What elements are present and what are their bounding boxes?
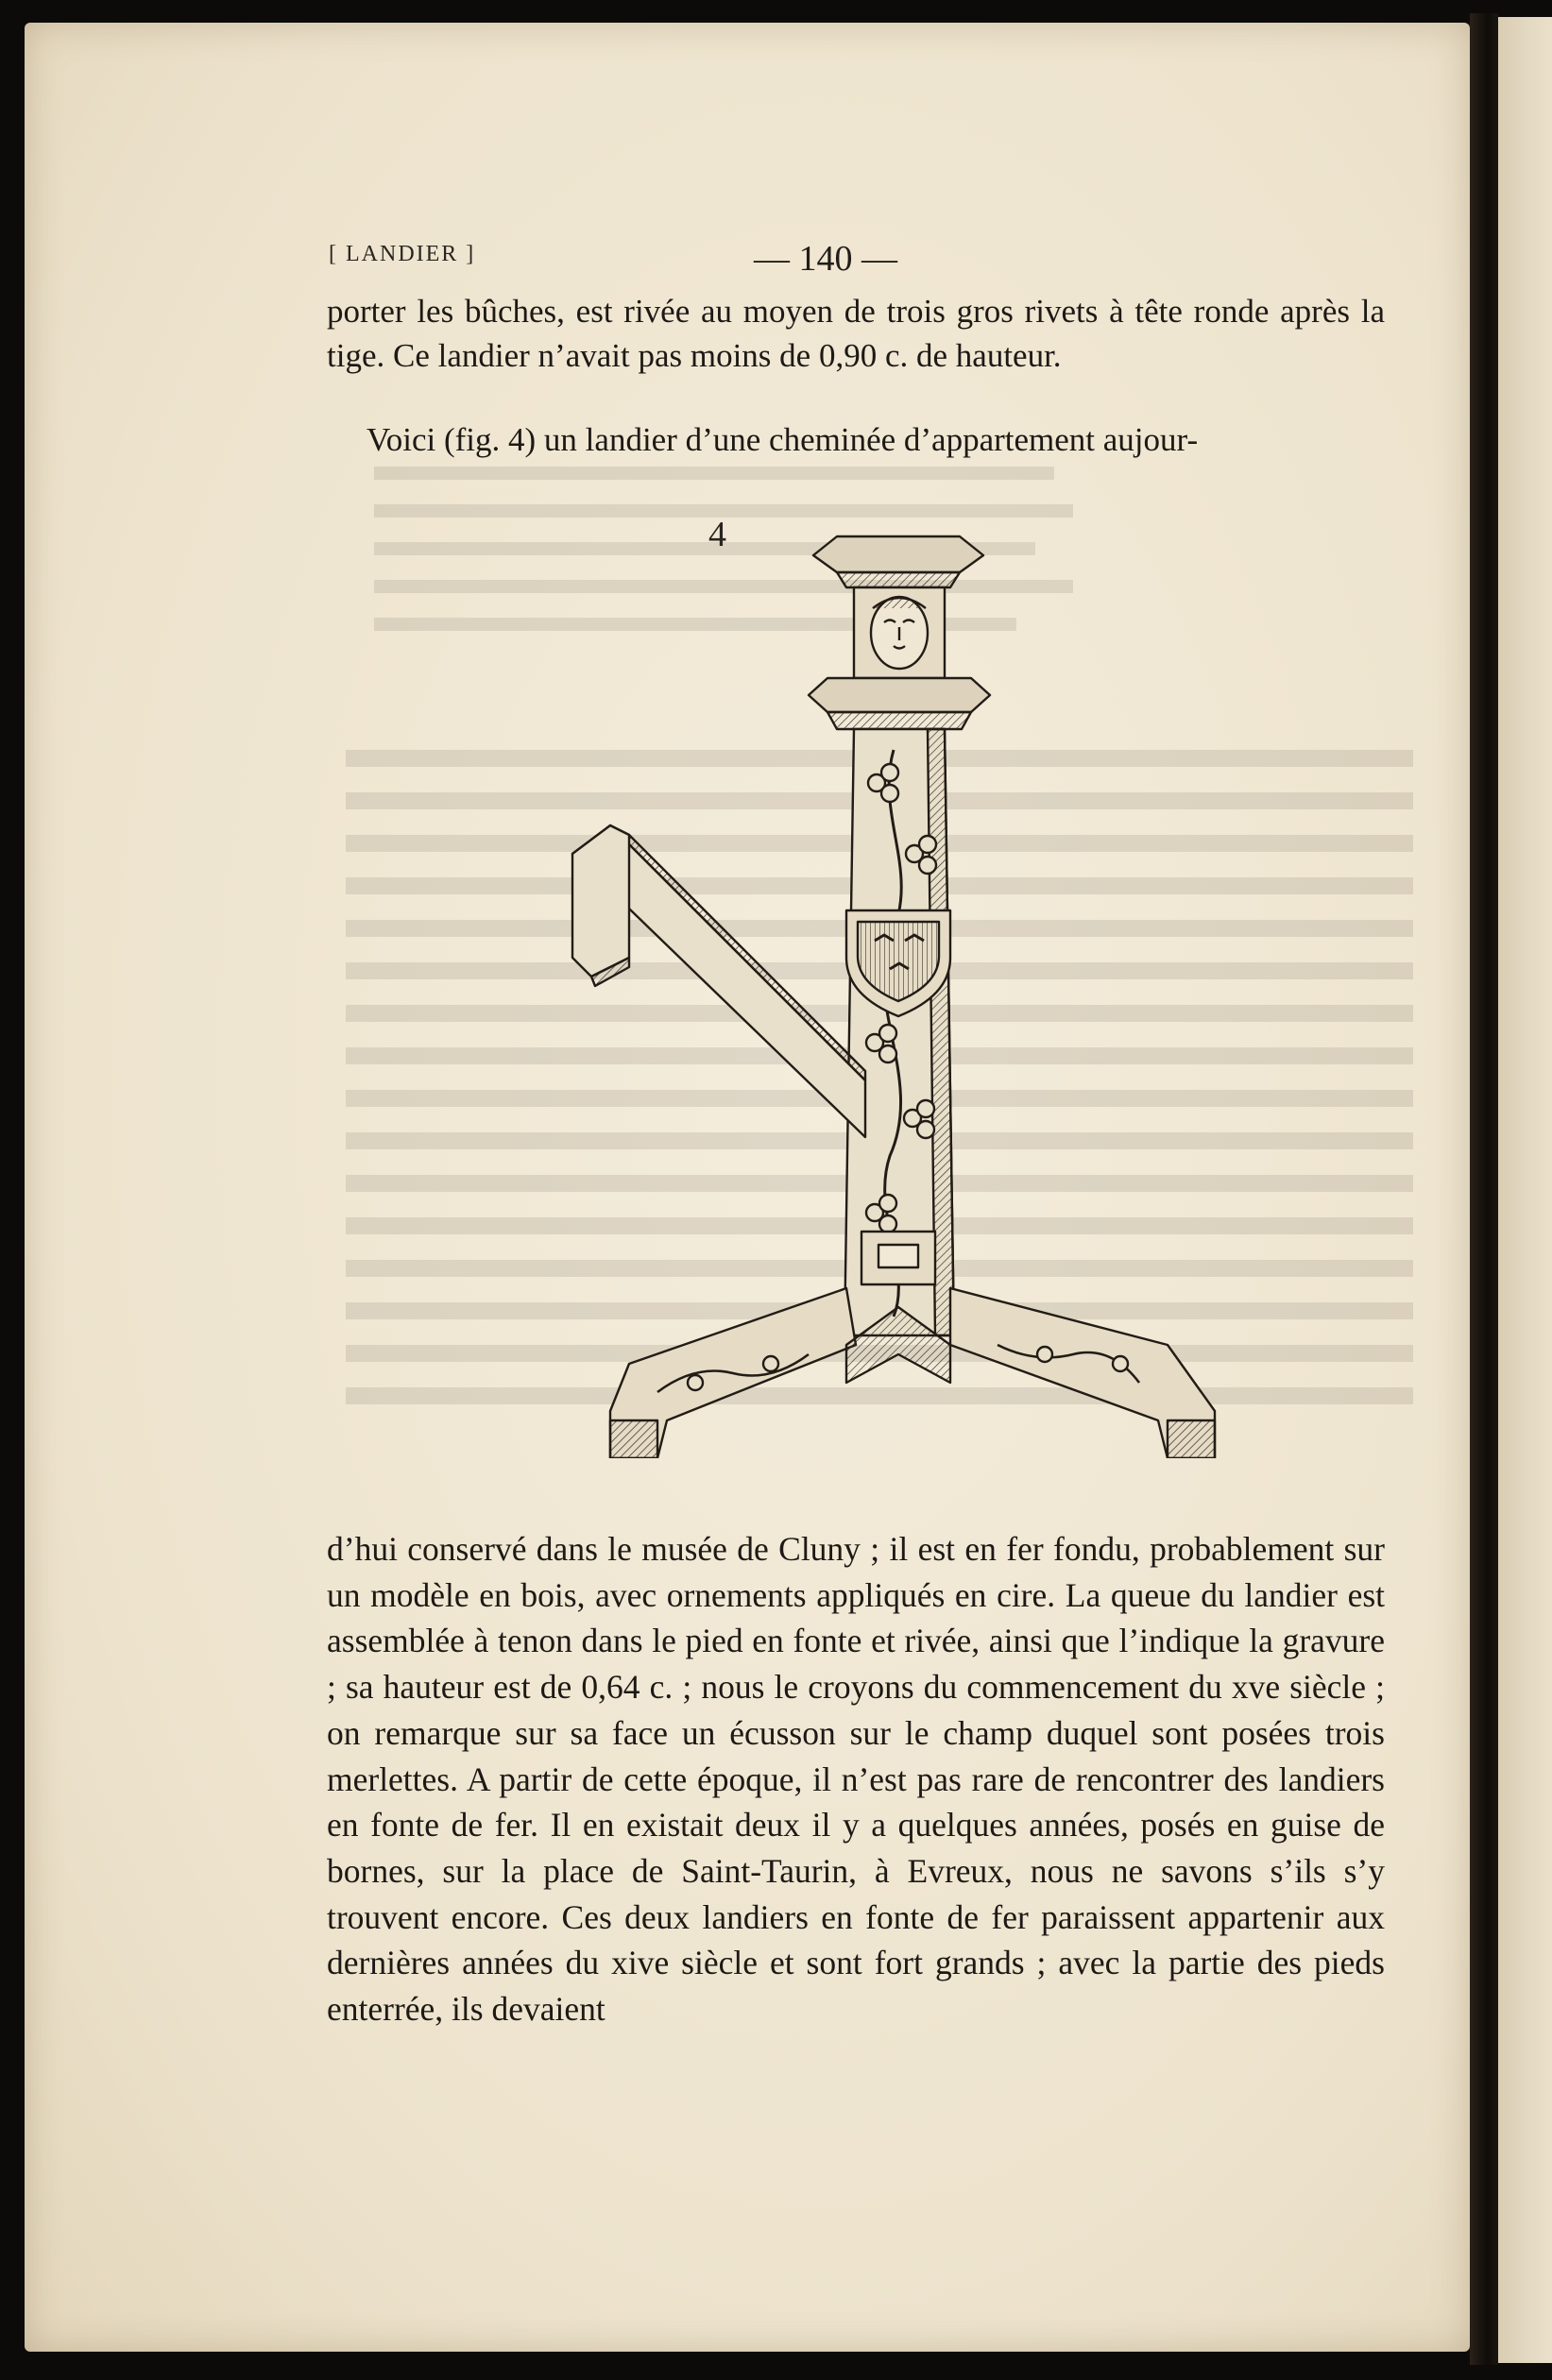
running-head: [ LANDIER ]	[329, 242, 476, 266]
facing-page-edge	[1498, 17, 1552, 2363]
andiron-engraving	[554, 514, 1253, 1458]
book-gutter	[1470, 13, 1498, 2365]
paragraph-2: Voici (fig. 4) un landier d’une cheminée d’appartement aujour-	[367, 421, 1199, 458]
figure-number: 4	[708, 515, 726, 554]
paragraph-1: porter les bûches, est rivée au moyen de trois gros rivets à tête ronde après la tige. Ce landier n’avait pas moins de 0,90 c. de hauteur.	[327, 293, 1385, 374]
paragraph-3: d’hui conservé dans le musée de Cluny ; il est en fer fondu, probablement sur un modèle en bois, avec ornements appliqués en cire. La queue du landier est assemblée à tenon dans le pied en fonte et rivée, ainsi que l’indique la gravure ; sa hauteur est de 0,64 c. ; nous le croyons du commencement du xve siècle ; on remarque sur sa face un écusson sur le champ duquel sont posées trois merlettes. A partir de cette époque, il n’est pas rare de rencontrer des landiers en fonte de fer. Il en existait deux il y a quelques années, posés en guise de bornes, sur la place de Saint-Taurin, à Evreux, nous ne savons s’ils s’y trouvent encore. Ces deux landiers en fonte de fer paraissent appartenir aux dernières années du xive siècle et sont fort grands ; avec la partie des pieds enterrée, ils devaient	[327, 1530, 1385, 2029]
page-header	[25, 239, 1470, 289]
book-page	[25, 23, 1470, 2352]
page-number: — 140 —	[754, 239, 897, 279]
